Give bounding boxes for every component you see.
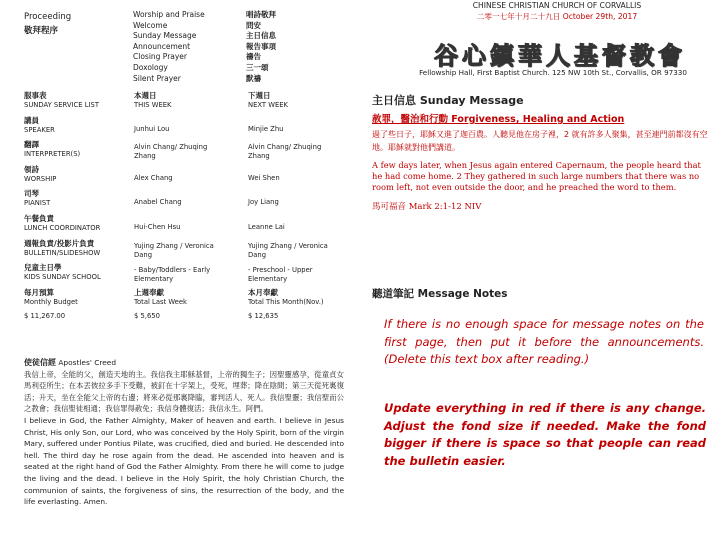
role-en: KIDS SUNDAY SCHOOL xyxy=(24,273,101,282)
this-week-value: Yujing Zhang / Veronica Dang xyxy=(134,241,214,259)
message-notes-title: 聽道筆記 Message Notes xyxy=(372,288,508,300)
table-header-en: SUNDAY SERVICE LIST xyxy=(24,101,99,109)
next-week-value: Joy Liang xyxy=(248,198,279,207)
next-week-en: NEXT WEEK xyxy=(248,101,288,109)
church-address: Fellowship Hall, First Baptist Church. 125 NW 10th St., Corvallis, OR 97330 xyxy=(419,68,687,77)
order-item-zh: 禱告 xyxy=(246,52,261,62)
this-week-value: Hui-Chen Hsu xyxy=(134,222,181,231)
table-row xyxy=(24,214,352,239)
monthly-budget-value: $ 11,267.00 xyxy=(24,312,66,321)
order-item: Welcome xyxy=(133,20,168,30)
role-en: PIANIST xyxy=(24,199,51,208)
sermon-title: 赦罪，醫治和行動 Forgiveness, Healing and Action xyxy=(372,114,625,125)
role-en: BULLETIN/SLIDESHOW xyxy=(24,248,101,257)
role-zh: 翻譯 xyxy=(24,140,39,150)
this-week-value: Junhui Lou xyxy=(134,124,170,133)
apostles-creed xyxy=(24,357,344,508)
order-item: Closing Prayer xyxy=(133,52,188,62)
role-en: INTERPRETER(S) xyxy=(24,150,81,159)
budget-header-row xyxy=(24,288,352,313)
service-list-table xyxy=(24,91,352,337)
church-name-zh-logo: 谷心鎮華人基督教會 xyxy=(434,42,686,70)
bulletin-date: 二零一七年十月二十九日 October 29th, 2017 xyxy=(476,12,638,21)
order-item-zh: 問安 xyxy=(246,20,261,30)
order-item: Doxology xyxy=(133,62,168,72)
role-zh: 講員 xyxy=(24,115,39,125)
order-item-zh: 報告事項 xyxy=(246,41,276,51)
creed-text-zh: 我信上帝，全能的父，創造天地的主。我信我主耶穌基督，上帝的獨生子；因聖靈感孕，從童貞女馬利亞所生；在本丟彼拉多手下受難，被釘在十字架上，受死，埋葬；降在陰間；第三天從死裏復活；升天，坐在全能父上帝的右邊；將來必從那裏降臨，審判活人、死人。我信聖靈；我信聖而公之教會；我信聖徒相通；我信罪得赦免；我信身體復活；我信永生。阿們。 xyxy=(24,369,344,414)
this-week-en: THIS WEEK xyxy=(134,101,172,109)
proceeding-zh: 敬拜程序 xyxy=(24,26,59,36)
order-item: Sunday Message xyxy=(133,31,197,41)
table-row xyxy=(24,239,352,264)
this-week-value: - Baby/Toddlers - Early Elementary xyxy=(134,266,211,284)
church-name-en: CHINESE CHRISTIAN CHURCH OF CORVALLIS xyxy=(472,1,642,10)
role-zh: 司琴 xyxy=(24,189,39,199)
role-zh: 兒童主日學 xyxy=(24,263,62,273)
order-item-zh: 三一頌 xyxy=(246,62,269,72)
sunday-message-title: 主日信息 Sunday Message xyxy=(372,94,524,107)
order-item-zh: 默禱 xyxy=(246,73,261,83)
next-week-value: - Preschool - Upper Elementary xyxy=(248,266,313,284)
order-of-service-en xyxy=(133,10,263,84)
proceeding-heading xyxy=(24,10,114,38)
this-month-zh: 本月奉獻 xyxy=(248,287,278,297)
role-zh: 週報負責/投影片負責 xyxy=(24,238,95,248)
last-week-zh: 上週奉獻 xyxy=(134,287,164,297)
next-week-zh: 下週日 xyxy=(248,91,271,100)
role-zh: 每月預算 xyxy=(24,287,54,297)
creed-text-en: I believe in God, the Father Almighty, Maker of heaven and earth. I believe in Jesus Christ, His only Son, our Lord, who was conceived by the Holy Spirit, born of the virgin Mary, suffered under Pontius Pilate, was crucified, died and buried. He descended into hell. The third day he rose again from the dead. He ascended into heaven and is seated at the right hand of God the Father Almighty. From there he will come to judge the living and the dead. I believe in the Holy Spirit, the holy Christian Church, the communion of saints, the forgiveness of sins, the resurrection of the body, and the life everlasting. Amen. xyxy=(24,415,344,507)
church-header xyxy=(396,0,718,22)
budget-values-row xyxy=(24,312,352,337)
this-month-value: $ 12,635 xyxy=(248,312,279,321)
scripture-text-en: A few days later, when Jesus again entered Capernaum, the people heard that he had come home. 2 They gathered in such large numbers that there was no room left, not even outside the door, and he preached the word to them. xyxy=(372,160,701,192)
role-en: LUNCH COORDINATOR xyxy=(24,223,101,232)
creed-title-en: Apostles' Creed xyxy=(58,358,117,367)
role-en: Monthly Budget xyxy=(24,297,78,306)
table-row xyxy=(24,116,352,141)
role-en: SPEAKER xyxy=(24,125,55,134)
order-of-service-zh xyxy=(246,10,316,84)
this-week-zh: 本週日 xyxy=(134,91,157,100)
table-row xyxy=(24,263,352,288)
this-month-en: Total This Month(Nov.) xyxy=(248,297,324,306)
next-week-value: Wei Shen xyxy=(248,173,280,182)
role-zh: 領詩 xyxy=(24,164,39,174)
role-zh: 午餐負責 xyxy=(24,213,54,223)
table-row xyxy=(24,165,352,190)
scripture-reference: 馬可福音 Mark 2:1-12 NIV xyxy=(372,202,482,212)
last-week-en: Total Last Week xyxy=(134,297,187,306)
next-week-value: Minjie Zhu xyxy=(248,124,284,133)
this-week-value: Alex Chang xyxy=(134,173,173,182)
notes-instruction: If there is no enough space for message notes on the first page, then put it before the announcements. (Delete this text box after reading.) xyxy=(384,317,704,366)
order-item-zh: 主日信息 xyxy=(246,31,276,41)
proceeding-en: Proceeding xyxy=(24,12,72,22)
scripture-text-zh: 過了些日子，耶穌又進了迦百農。人聽見他在房子裡，2 就有許多人聚集，甚至連門前都沒有空地。耶穌就對他們講道。 xyxy=(372,130,708,152)
update-instruction: Update everything in red if there is any change. Adjust the fond size if needed. Make the fond bigger if there is space so that people can read the bulletin easier. xyxy=(384,401,706,468)
order-item: Worship and Praise xyxy=(133,10,205,19)
order-item: Silent Prayer xyxy=(133,73,181,83)
order-item: Announcement xyxy=(133,41,191,51)
last-week-value: $ 5,650 xyxy=(134,312,160,321)
role-en: WORSHIP xyxy=(24,174,57,183)
table-row xyxy=(24,140,352,165)
table-header-row xyxy=(24,91,352,116)
table-row xyxy=(24,189,352,214)
this-week-value: Anabel Chang xyxy=(134,198,182,207)
next-week-value: Yujing Zhang / Veronica Dang xyxy=(248,241,328,259)
order-item-zh: 唱詩敬拜 xyxy=(246,10,276,19)
creed-title-zh: 使徒信經 xyxy=(24,358,56,367)
next-week-value: Alvin Chang/ Zhuqing Zhang xyxy=(248,143,322,161)
next-week-value: Leanne Lai xyxy=(248,222,285,231)
this-week-value: Alvin Chang/ Zhuqing Zhang xyxy=(134,143,208,161)
table-header-zh: 服事表 xyxy=(24,91,47,100)
